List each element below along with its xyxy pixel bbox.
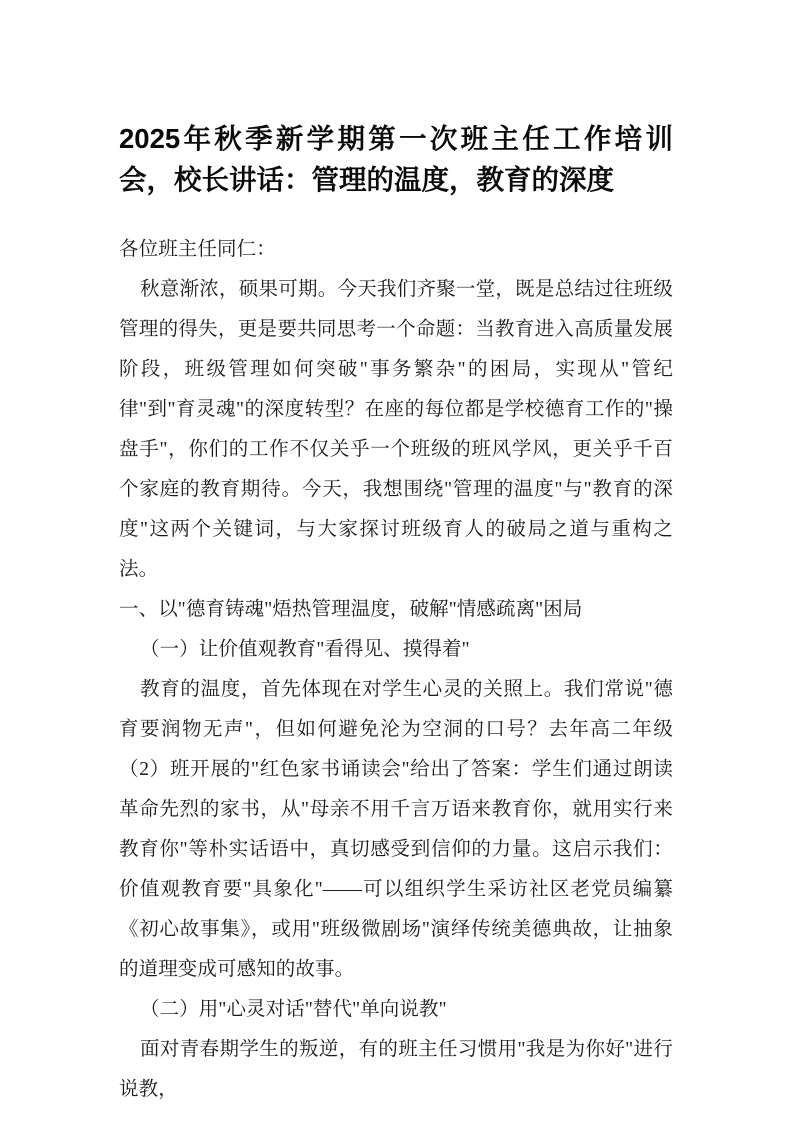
body-paragraph-1: 秋意渐浓，硕果可期。今天我们齐聚一堂，既是总结过往班级管理的得失，更是要共同思考一个命题：当教育进入高质量发展阶段，班级管理如何突破"事务繁杂"的困局，实现从"管纪律"到"育灵魂"的深度转型？在座的每位都是学校德育工作的"操盘手"，你们的工作不仅关乎一个班级的班风学风，更关乎千百个家庭的教育期待。今天，我想围绕"管理的温度"与"教育的深度"这两个关键词，与大家探讨班级育人的破局之道与重构之法。 <box>119 279 673 580</box>
page-title: 2025年秋季新学期第一次班主任工作培训会，校长讲话：管理的温度，教育的深度 <box>119 123 673 195</box>
body-paragraph-3: 面对青春期学生的叛逆，有的班主任习惯用"我是为你好"进行说教， <box>119 1039 673 1100</box>
subsection-heading-2: （二）用"心灵对话"替代"单向说教" <box>140 999 447 1020</box>
body-paragraph-2: 教育的温度，首先体现在对学生心灵的关照上。我们常说"德育要润物无声"，但如何避免沦为空洞的口号？去年高二年级（2）班开展的"红色家书诵读会"给出了答案：学生们通过朗读革命先烈的家书，从"母亲不用千言万语来教育你，就用实行来教育你"等朴实话语中，真切感受到信仰的力量。这启示我们：价值观教育要"具象化"——可以组织学生采访社区老党员编纂《初心故事集》，或用"班级微剧场"演绎传统美德典故，让抽象的道理变成可感知的故事。 <box>119 679 673 980</box>
salutation-line: 各位班主任同仁： <box>119 239 276 260</box>
section-heading-1: 一、以"德育铸魂"焐热管理温度，破解"情感疏离"困局 <box>119 599 583 620</box>
subsection-heading-1: （一）让价值观教育"看得见、摸得着" <box>140 639 470 660</box>
